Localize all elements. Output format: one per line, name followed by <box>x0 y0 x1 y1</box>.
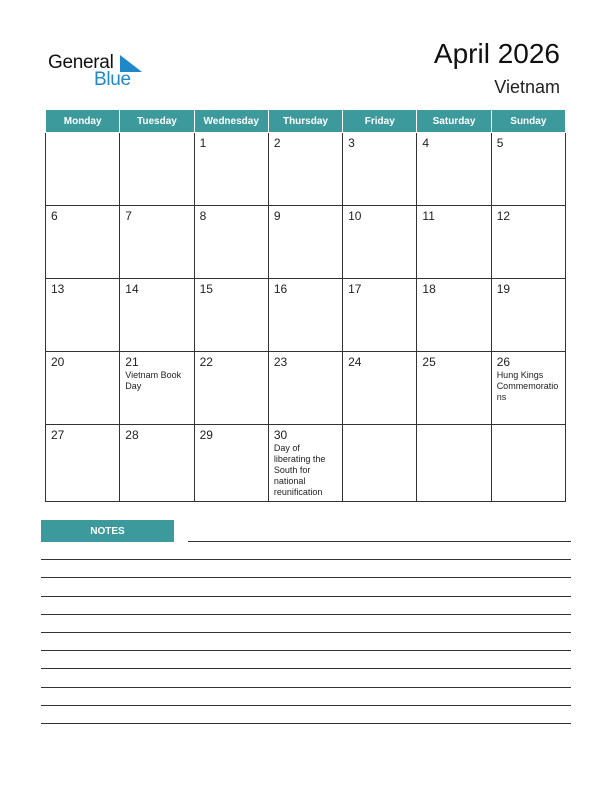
day-number: 21 <box>125 355 139 369</box>
note-line <box>41 687 571 688</box>
day-number: 25 <box>422 355 436 369</box>
day-cell <box>343 425 417 502</box>
day-number: 26 <box>496 355 511 369</box>
day-cell <box>491 133 565 206</box>
note-line <box>41 577 571 578</box>
day-cell <box>120 352 194 425</box>
weekday-header: Tuesday <box>120 110 194 133</box>
day-cell <box>194 352 268 425</box>
day-number: 22 <box>199 355 213 369</box>
day-number: 4 <box>422 136 430 150</box>
day-cell <box>343 279 417 352</box>
note-line <box>188 541 571 542</box>
day-cell <box>268 279 342 352</box>
day-number: 14 <box>125 282 139 296</box>
day-cell <box>343 206 417 279</box>
day-number: 7 <box>125 209 132 223</box>
note-line <box>41 668 571 669</box>
day-number: 27 <box>51 428 65 442</box>
day-cell <box>46 352 120 425</box>
day-cell <box>120 425 194 502</box>
weekday-header: Sunday <box>491 110 565 133</box>
weekday-header: Saturday <box>417 110 491 133</box>
note-line <box>41 614 571 615</box>
day-cell <box>194 279 268 352</box>
calendar-title: April 2026 <box>433 38 560 69</box>
day-number: 6 <box>51 209 58 223</box>
day-number: 23 <box>273 355 288 369</box>
day-cell <box>491 279 565 352</box>
day-cell <box>268 133 342 206</box>
day-number: 2 <box>273 136 281 150</box>
day-cell <box>46 133 120 206</box>
day-number: 5 <box>496 136 504 150</box>
week-row <box>46 206 566 279</box>
day-cell <box>417 425 491 502</box>
day-cell <box>268 425 342 502</box>
day-cell <box>417 352 491 425</box>
day-cell <box>194 206 268 279</box>
holiday-label: Vietnam Book Day <box>125 370 182 391</box>
holiday-label: Hung Kings Commemorations <box>496 370 559 402</box>
day-cell <box>46 279 120 352</box>
day-number: 19 <box>496 282 511 296</box>
holiday-label: Day of liberating the South for national reunification <box>273 443 326 497</box>
day-number: 16 <box>273 282 288 296</box>
day-cell <box>417 279 491 352</box>
day-cell <box>343 352 417 425</box>
day-number: 10 <box>348 209 362 223</box>
day-number: 20 <box>51 355 65 369</box>
day-number: 17 <box>348 282 362 296</box>
weekday-header: Friday <box>343 110 417 133</box>
day-cell <box>491 206 565 279</box>
weekday-header: Monday <box>46 110 120 133</box>
day-number: 12 <box>496 209 511 223</box>
country-name: Vietnam <box>494 77 560 97</box>
day-cell <box>120 279 194 352</box>
day-cell <box>46 206 120 279</box>
note-line <box>41 650 571 651</box>
day-cell <box>120 206 194 279</box>
weekday-header: Wednesday <box>194 110 268 133</box>
day-cell <box>194 425 268 502</box>
day-number: 8 <box>199 209 207 223</box>
week-row <box>46 352 566 425</box>
day-number: 24 <box>348 355 362 369</box>
day-number: 3 <box>348 136 355 150</box>
note-line <box>41 723 571 724</box>
day-number: 9 <box>273 209 281 223</box>
day-number: 11 <box>422 209 435 223</box>
day-number: 1 <box>199 136 207 150</box>
day-number: 13 <box>51 282 65 296</box>
note-line <box>41 632 571 633</box>
day-cell <box>491 425 565 502</box>
day-cell <box>417 133 491 206</box>
day-number: 15 <box>199 282 213 296</box>
weekday-header: Thursday <box>268 110 342 133</box>
logo-word-blue: Blue <box>94 69 131 90</box>
day-cell <box>417 206 491 279</box>
day-cell <box>343 133 417 206</box>
day-number: 18 <box>422 282 436 296</box>
day-number: 28 <box>125 428 139 442</box>
day-cell <box>268 352 342 425</box>
notes-header: NOTES <box>41 520 174 542</box>
generalblue-logo <box>48 52 148 92</box>
note-line <box>41 596 571 597</box>
day-cell <box>194 133 268 206</box>
week-row <box>46 133 566 206</box>
day-number: 29 <box>199 428 213 442</box>
day-cell <box>120 133 194 206</box>
note-line <box>41 705 571 706</box>
logo-word-general: General <box>48 52 114 73</box>
day-cell <box>491 352 565 425</box>
note-line <box>41 559 571 560</box>
week-row <box>46 279 566 352</box>
weekday-header-row <box>46 110 566 133</box>
day-cell <box>268 206 342 279</box>
week-row <box>46 425 566 502</box>
calendar-grid <box>45 109 566 502</box>
day-number: 30 <box>273 428 288 442</box>
day-cell <box>46 425 120 502</box>
